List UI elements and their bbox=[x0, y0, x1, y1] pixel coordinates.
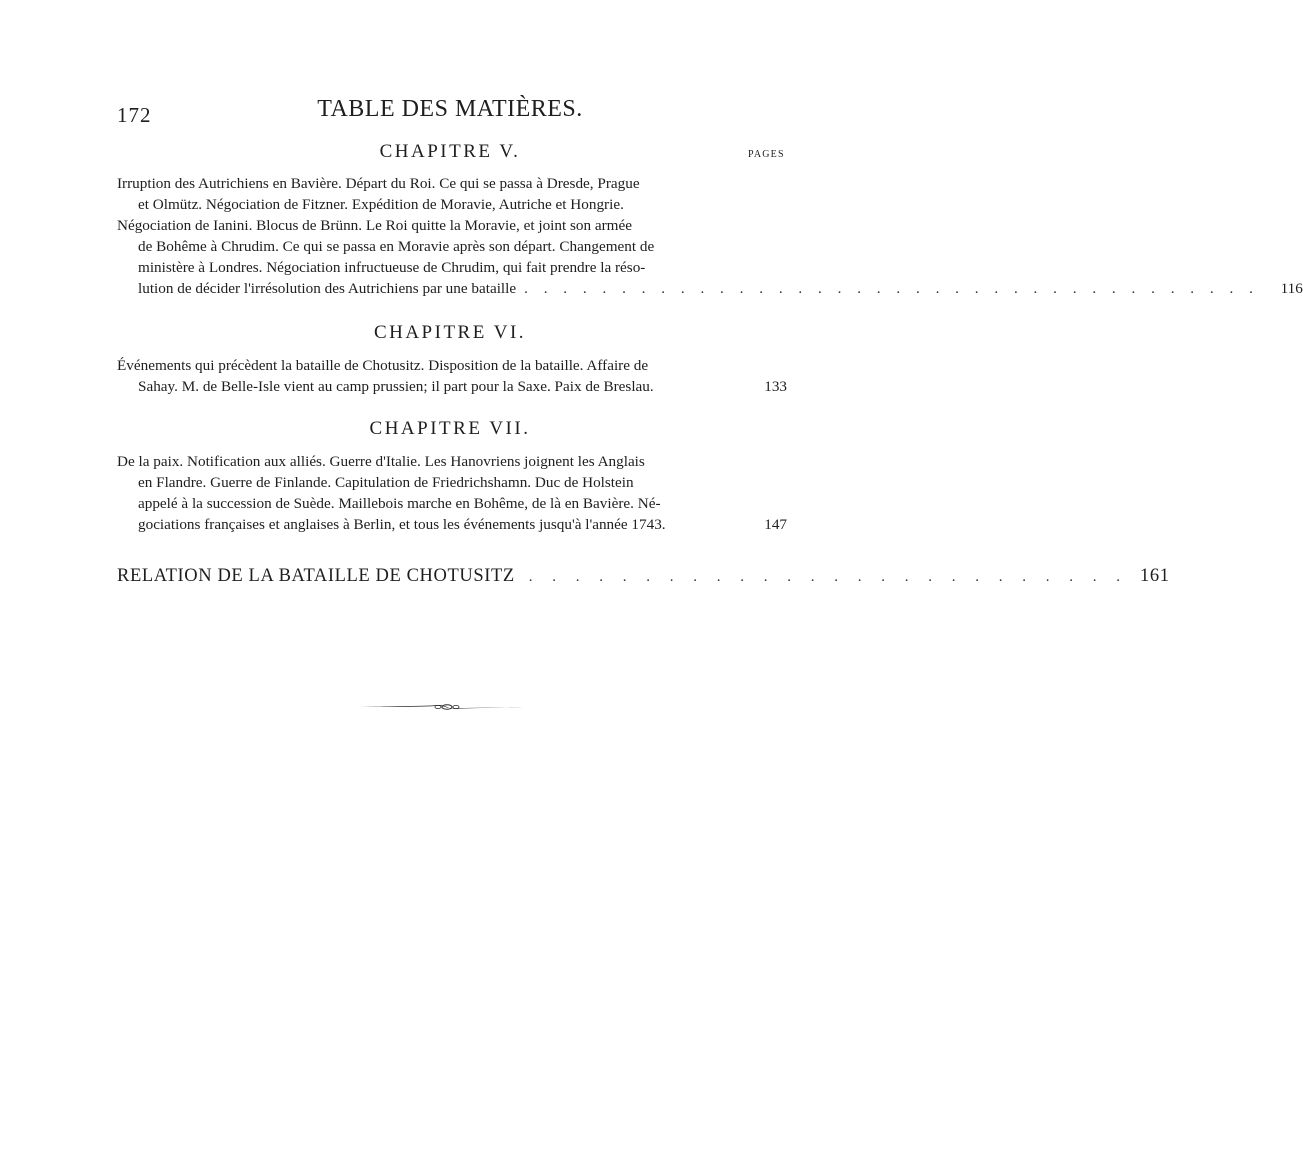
page-number: 172 bbox=[117, 103, 152, 127]
chapter-heading-6: CHAPITRE VI. bbox=[373, 322, 527, 343]
summary-line: ministère à Londres. Négociation infructueuse de Chrudim, qui fait prendre la réso- bbox=[138, 259, 646, 276]
page-reference: 133 bbox=[764, 378, 787, 395]
chapter-heading-7: CHAPITRE VII. bbox=[369, 418, 531, 439]
summary-line: Sahay. M. de Belle-Isle vient au camp prussien; il part pour la Saxe. Paix de Breslau. 133 bbox=[138, 378, 787, 395]
chapter-5-summary bbox=[117, 173, 1303, 299]
dot-leader: . . . . . . . . . . . . . . . . . . . . . . . . . . bbox=[528, 569, 1129, 585]
chapter-heading-5: CHAPITRE V. bbox=[379, 141, 521, 162]
summary-line: en Flandre. Guerre de Finlande. Capitulation de Friedrichshamn. Duc de Holstein bbox=[138, 474, 634, 491]
summary-line: gociations françaises et anglaises à Berlin, et tous les événements jusqu'à l'année 1743. 147 bbox=[138, 516, 787, 533]
pages-column-label: PAGES bbox=[748, 149, 785, 160]
relation-title: RELATION DE LA BATAILLE DE CHOTUSITZ bbox=[117, 566, 515, 586]
summary-line: Négociation de Ianini. Blocus de Brünn. Le Roi quitte la Moravie, et joint son armée bbox=[117, 217, 632, 234]
summary-line: et Olmütz. Négociation de Fitzner. Expédition de Moravie, Autriche et Hongrie. bbox=[138, 196, 624, 213]
summary-line: de Bohême à Chrudim. Ce qui se passa en Moravie après son départ. Changement de bbox=[138, 238, 655, 255]
summary-line: Irruption des Autrichiens en Bavière. Départ du Roi. Ce qui se passa à Dresde, Prague bbox=[117, 175, 640, 192]
page-reference: 147 bbox=[764, 516, 787, 533]
page-reference: 116 bbox=[1280, 280, 1303, 297]
summary-line: Événements qui précèdent la bataille de Chotusitz. Disposition de la bataille. Affaire de bbox=[117, 357, 649, 374]
summary-line: lution de décider l'irrésolution des Autrichiens par une bataille . . . . . . . . . . . . . . . . . . . . . . . . . . . . . . . . . . . . . . 116 bbox=[138, 280, 1303, 297]
chapter-7-summary bbox=[117, 451, 787, 535]
dot-leader: . . . . . . . . . . . . . . . . . . . . . . . . . . . . . . . . . . . . . . bbox=[524, 280, 1259, 297]
summary-line: appelé à la succession de Suède. Maillebois marche en Bohême, de là en Bavière. Né- bbox=[138, 495, 661, 512]
ornament-divider-icon bbox=[352, 699, 542, 715]
page-reference: 161 bbox=[1140, 566, 1170, 586]
relation-entry bbox=[117, 566, 1170, 587]
chapter-6-summary bbox=[117, 355, 787, 397]
summary-line: De la paix. Notification aux alliés. Guerre d'Italie. Les Hanovriens joignent les Anglais bbox=[117, 453, 645, 470]
page-title: TABLE DES MATIÈRES. bbox=[317, 96, 583, 122]
